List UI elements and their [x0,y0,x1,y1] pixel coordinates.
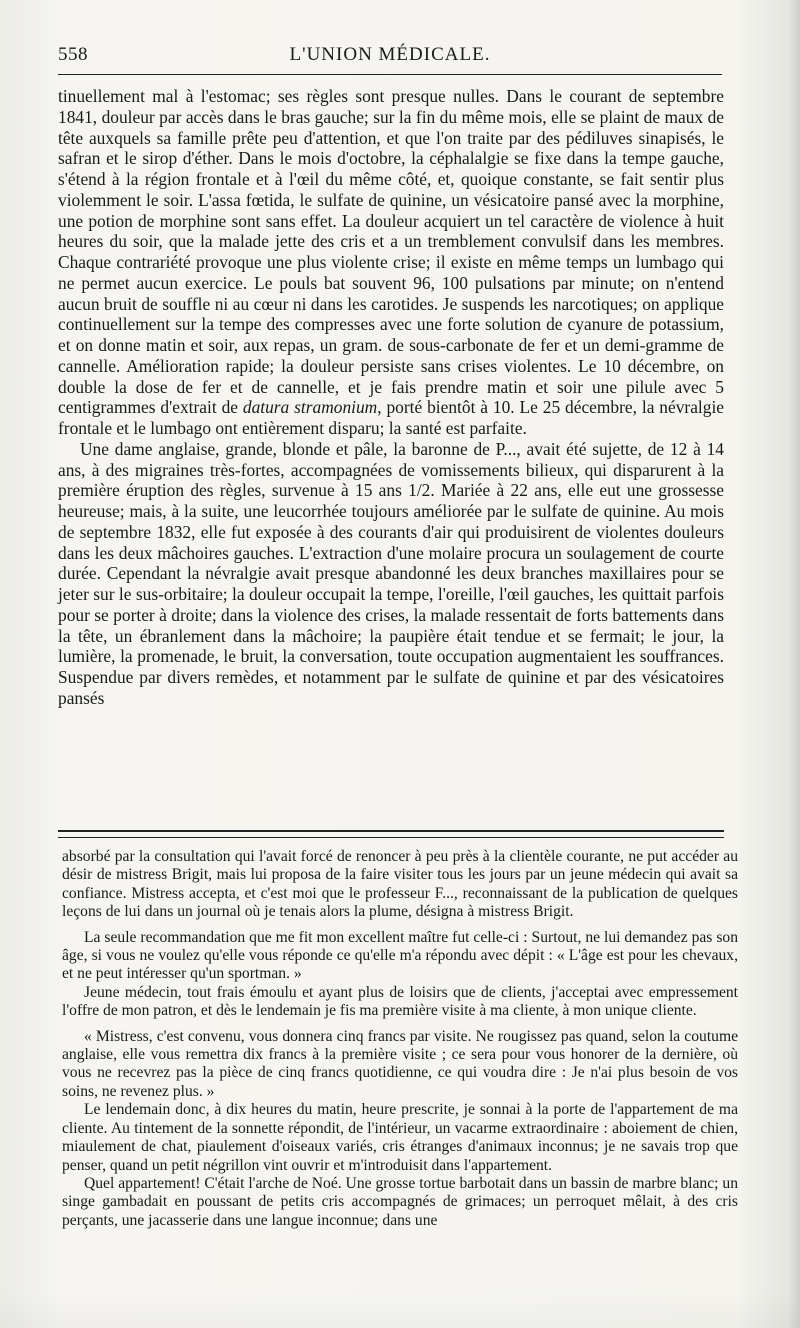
footnote-paragraph: Le lendemain donc, à dix heures du matin, heure prescrite, je sonnai à la porte de l'appartement de ma cliente. Au tintement de la sonnette répondit, de l'intérieur, un vacarme extraordinaire : aboiement de chien, miaulement de chat, piaulement d'oiseaux variés, cris étranges d'animaux inconnus; je ne savais trop que penser, quand un petit négrillon vint ouvrir et m'introduisit dans l'appartement. [62,1101,738,1174]
footnote-text [62,848,738,1230]
footnote-paragraph: Quel appartement! C'était l'arche de Noé. Une grosse tortue barbotait dans un bassin de marbre blanc; un singe gambadait en poussant de petits cris accompagnés de grimaces; un perroquet mêlait, à des cris perçants, une jacasserie dans une langue inconnue; dans une [62,1174,738,1229]
footnote-paragraph: Jeune médecin, tout frais émoulu et ayant plus de loisirs que de clients, j'acceptai avec empressement l'offre de mon patron, et dès le lendemain je fis ma première visite à ma cliente, à mon unique cliente. [62,983,738,1020]
footnote-paragraph: La seule recommandation que me fit mon excellent maître fut celle-ci : Surtout, ne lui demandez pas son âge, si vous ne voulez qu'elle vous réponde ce qu'elle m'a répondu avec dépit : « L'âge est pour les chevaux, et ne peut intéresser qu'un sportman. » [62,928,738,983]
footnote-separator [58,830,724,838]
footnote-paragraph: « Mistress, c'est convenu, vous donnera cinq francs par visite. Ne rougissez pas quand, selon la coutume anglaise, elle vous remettra dix francs à la première visite ; ce sera pour vous honorer de la dernière, où vous ne recevrez pas la pièce de cinq francs quotidienne, ce qui voudra dire : Je n'ai plus besoin de vos soins, ne revenez plus. » [62,1027,738,1100]
running-title: L'UNION MÉDICALE. [289,44,491,65]
body-paragraph-text: tinuellement mal à l'estomac; ses règles sont presque nulles. Dans le courant de septembre 1841, douleur par accès dans le bras gauche; sur la fin du même mois, elle se plaint de maux de tête auxquels sa famille prête peu d'attention, et que l'on traite par des pédiluves sinapisés, le safran et le sirop d'éther. Dans le mois d'octobre, la céphalalgie se fixe dans la tempe gauche, s'étend à la région frontale et à l'œil du même côté, et, quoique constante, se fait sentir plus violemment le soir. L'assa fœtida, le sulfate de quinine, un vésicatoire pansé avec la morphine, une potion de morphine sont sans effet. La douleur acquiert un tel caractère de violence à huit heures du soir, que la malade jette des cris et a un tremblement convulsif dans les membres. Chaque contrariété provoque une plus violente crise; il existe en même temps un lumbago qui ne permet aucun exercice. Le pouls bat souvent 96, 100 pulsations par minute; on n'entend aucun bruit de souffle ni au cœur ni dans les carotides. Je suspends les narcotiques; on applique continuellement sur la tempe des compresses avec une forte solution de cyanure de potassium, et on donne matin et soir, aux repas, un gram. de sous-carbonate de fer et un demi-gramme de cannelle. Amélioration rapide; la douleur persiste sans crises violentes. Le 10 décembre, on double la dose de fer et de cannelle, et je fais prendre matin et soir une pilule avec 5 centigrammes d'extrait de [58,86,724,418]
italic-term: datura stramonium [242,397,378,418]
header-rule [58,74,722,75]
page-bottom-shadow [0,1292,800,1328]
body-paragraph: Une dame anglaise, grande, blonde et pâle, la baronne de P..., avait été sujette, de 12 à 14 ans, à des migraines très-fortes, accompagnées de vomissements bilieux, qui disparurent à la première éruption des règles, survenue à 15 ans 1/2. Mariée à 22 ans, elle eut une grossesse heureuse; mais, à la suite, une leucorrhée toujours améliorée par le sulfate de quinine. Au mois de septembre 1832, elle fut exposée à des courants d'air qui produisirent de violentes douleurs dans les deux mâchoires gauches. L'extraction d'une molaire procura un soulagement de courte durée. Cependant la névralgie avait presque abandonné les deux branches maxillaires pour se jeter sur le sus-orbitaire; la douleur occupait la tempe, l'oreille, l'œil gauches, les quittait parfois pour se porter à droite; dans la violence des crises, la malade ressentait de forts battements dans la tête, un ébranlement dans la mâchoire; la paupière était tendue et se fermait; le jour, la lumière, la promenade, le bruit, la conversation, toute occupation augmentaient les souffrances. Suspendue par divers remèdes, et notamment par le sulfate de quinine et par des vésicatoires pansés [58,438,724,708]
body-paragraph [58,86,724,439]
footnote-paragraph: absorbé par la consultation qui l'avait forcé de renoncer à peu près à la clientèle courante, ne put accéder au désir de mistress Brigit, mais lui proposa de la faire visiter tous les jours par un jeune médecin qui avait sa confiance. Mistress accepta, et c'est moi que le professeur F..., reconnaissant de la publication de quelques leçons de lui dans un journal où je tenais alors la plume, désigna à mistress Brigit. [62,848,738,921]
page-header [58,44,722,78]
page-edge-shadow [788,0,800,1328]
page-number: 558 [58,44,88,65]
body-paragraph-text-end: , porté bientôt à 10. Le 25 décembre, la névralgie frontale et le lumbago ont entièrement disparu; la santé est parfaite. [58,397,724,438]
main-body-text [58,86,724,709]
